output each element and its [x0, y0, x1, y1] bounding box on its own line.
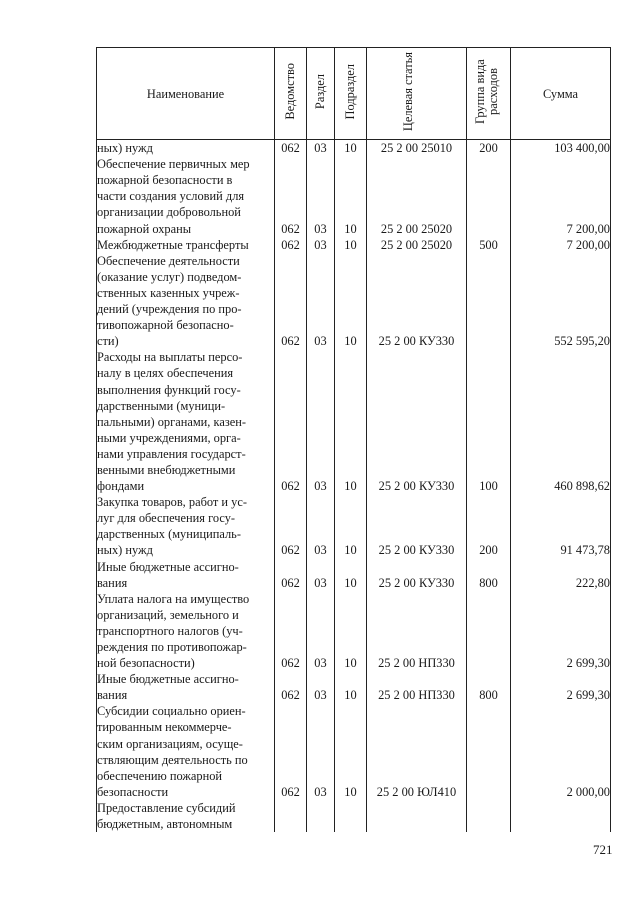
cell-podrazdel: [335, 800, 367, 832]
cell-razdel: [307, 800, 335, 832]
header-gruppa-vida-rashodov: Группа вида расходов: [467, 48, 511, 140]
cell-gruppa: 800: [467, 559, 511, 591]
cell-summa: 2 000,00: [511, 703, 611, 800]
cell-razdel: 03: [307, 671, 335, 703]
cell-name: Расходы на выплаты персо- налу в целях обеспечения выполнения функций госу- дарственными (муници- пальными) органами, казен- ными учреждениями, орга- нами управления государст- венными внебюджетными фондами: [97, 349, 275, 494]
header-podrazdel: Подраздел: [335, 48, 367, 140]
cell-name: Субсидии социально ориен- тированным некоммерче- ским организациям, осуще- ствляющим деятельность по обеспечению пожарной безопасности: [97, 703, 275, 800]
cell-summa: 7 200,00: [511, 156, 611, 236]
cell-name: Предоставление субсидий бюджетным, автономным: [97, 800, 275, 832]
cell-celevaya-statya: 25 2 00 25020: [367, 156, 467, 236]
cell-vedomstvo: 062: [275, 494, 307, 558]
table-row: [97, 237, 611, 253]
cell-vedomstvo: 062: [275, 253, 307, 350]
cell-gruppa: [467, 703, 511, 800]
cell-summa: 552 595,20: [511, 253, 611, 350]
cell-gruppa: 100: [467, 349, 511, 494]
cell-podrazdel: 10: [335, 140, 367, 157]
cell-razdel: 03: [307, 253, 335, 350]
cell-razdel: 03: [307, 591, 335, 671]
table-row: [97, 156, 611, 236]
table-row: [97, 671, 611, 703]
header-vedomstvo: Ведомство: [275, 48, 307, 140]
cell-summa: 222,80: [511, 559, 611, 591]
cell-podrazdel: 10: [335, 671, 367, 703]
cell-celevaya-statya: 25 2 00 КУ330: [367, 494, 467, 558]
table-row: [97, 591, 611, 671]
cell-summa: [511, 800, 611, 832]
cell-razdel: 03: [307, 494, 335, 558]
cell-celevaya-statya: 25 2 00 25010: [367, 140, 467, 157]
budget-table: [96, 47, 611, 832]
cell-vedomstvo: 062: [275, 591, 307, 671]
table-row: [97, 494, 611, 558]
cell-celevaya-statya: 25 2 00 НП330: [367, 671, 467, 703]
cell-razdel: 03: [307, 703, 335, 800]
cell-razdel: 03: [307, 559, 335, 591]
cell-name: Межбюджетные трансферты: [97, 237, 275, 253]
cell-celevaya-statya: 25 2 00 КУ330: [367, 253, 467, 350]
cell-gruppa: 500: [467, 237, 511, 253]
table-body: [97, 140, 611, 833]
cell-podrazdel: 10: [335, 237, 367, 253]
cell-gruppa: 800: [467, 671, 511, 703]
cell-vedomstvo: 062: [275, 349, 307, 494]
cell-podrazdel: 10: [335, 156, 367, 236]
cell-podrazdel: 10: [335, 349, 367, 494]
header-name: Наименование: [97, 48, 275, 140]
cell-celevaya-statya: 25 2 00 КУ330: [367, 349, 467, 494]
cell-vedomstvo: 062: [275, 140, 307, 157]
cell-name: Иные бюджетные ассигно- вания: [97, 559, 275, 591]
cell-summa: 7 200,00: [511, 237, 611, 253]
cell-summa: 2 699,30: [511, 591, 611, 671]
cell-gruppa: [467, 253, 511, 350]
cell-razdel: 03: [307, 237, 335, 253]
cell-podrazdel: 10: [335, 494, 367, 558]
cell-podrazdel: 10: [335, 591, 367, 671]
header-celevaya-statya: Целевая статья: [367, 48, 467, 140]
table-header-row: [97, 48, 611, 140]
cell-celevaya-statya: 25 2 00 КУ330: [367, 559, 467, 591]
cell-gruppa: 200: [467, 494, 511, 558]
cell-vedomstvo: 062: [275, 156, 307, 236]
cell-razdel: 03: [307, 349, 335, 494]
cell-vedomstvo: 062: [275, 237, 307, 253]
cell-gruppa: 200: [467, 140, 511, 157]
header-razdel: Раздел: [307, 48, 335, 140]
cell-summa: 460 898,62: [511, 349, 611, 494]
cell-vedomstvo: [275, 800, 307, 832]
cell-gruppa: [467, 800, 511, 832]
table-row: [97, 349, 611, 494]
cell-celevaya-statya: [367, 800, 467, 832]
cell-name: Иные бюджетные ассигно- вания: [97, 671, 275, 703]
cell-name: Уплата налога на имущество организаций, земельного и транспортного налогов (уч- реждения по противопожар- ной безопасности): [97, 591, 275, 671]
cell-podrazdel: 10: [335, 253, 367, 350]
cell-celevaya-statya: 25 2 00 25020: [367, 237, 467, 253]
cell-vedomstvo: 062: [275, 703, 307, 800]
table-row: [97, 703, 611, 800]
cell-summa: 2 699,30: [511, 671, 611, 703]
cell-vedomstvo: 062: [275, 559, 307, 591]
cell-podrazdel: 10: [335, 559, 367, 591]
page-number: 721: [593, 842, 613, 857]
cell-gruppa: [467, 156, 511, 236]
cell-vedomstvo: 062: [275, 671, 307, 703]
cell-celevaya-statya: 25 2 00 ЮЛ410: [367, 703, 467, 800]
cell-gruppa: [467, 591, 511, 671]
table-row: [97, 253, 611, 350]
cell-name: Обеспечение первичных мер пожарной безопасности в части создания условий для организации добровольной пожарной охраны: [97, 156, 275, 236]
table-row: [97, 559, 611, 591]
cell-celevaya-statya: 25 2 00 НП330: [367, 591, 467, 671]
cell-name: ных) нужд: [97, 140, 275, 157]
cell-summa: 91 473,78: [511, 494, 611, 558]
cell-name: Закупка товаров, работ и ус- луг для обеспечения госу- дарственных (муниципаль- ных) нужд: [97, 494, 275, 558]
cell-name: Обеспечение деятельности (оказание услуг) подведом- ственных казенных учреж- дений (учреждения по про- тивопожарной безопасно- сти): [97, 253, 275, 350]
table-row: [97, 800, 611, 832]
cell-podrazdel: 10: [335, 703, 367, 800]
cell-summa: 103 400,00: [511, 140, 611, 157]
header-summa: Сумма: [511, 48, 611, 140]
cell-razdel: 03: [307, 140, 335, 157]
cell-razdel: 03: [307, 156, 335, 236]
table-row: [97, 140, 611, 157]
